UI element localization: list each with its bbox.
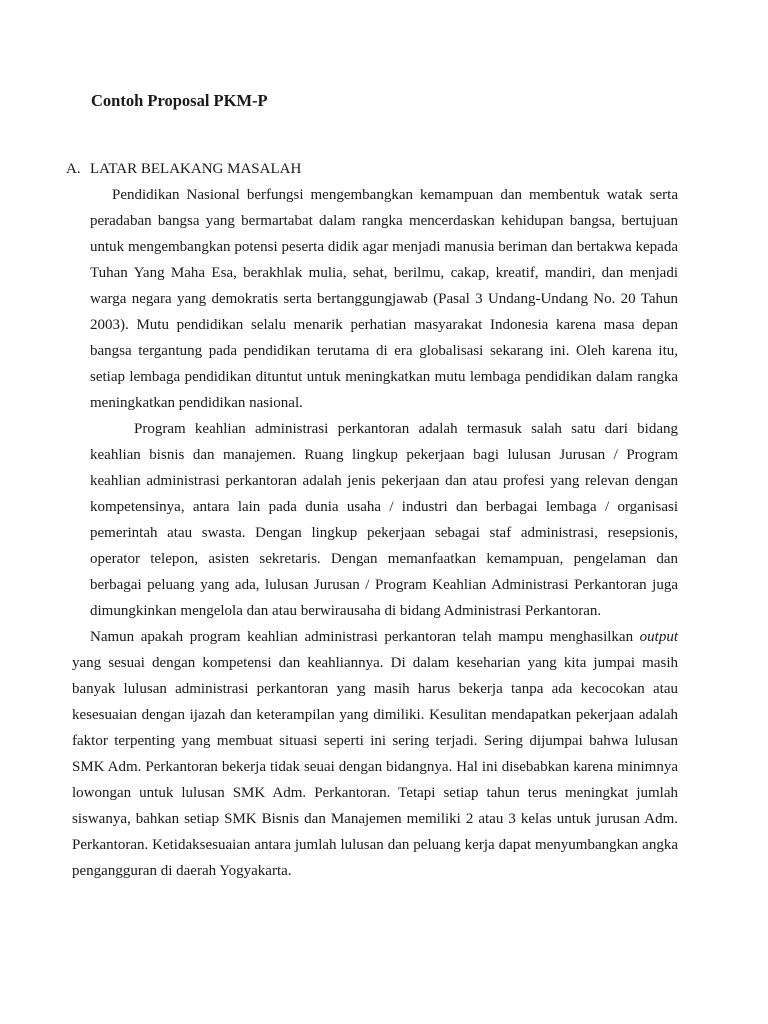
paragraph-3-text-end: yang sesuai dengan kompetensi dan keahliannya. Di dalam keseharian yang kita jumpai masih banyak lulusan administrasi perkantoran yang masih harus bekerja tanpa ada kecocokan atau kesesuaian dengan ijazah dan keterampilan yang dimiliki. Kesulitan mendapatkan pekerjaan adalah faktor terpenting yang membuat situasi seperti ini sering terjadi. Sering dijumpai bahwa lulusan SMK Adm. Perkantoran bekerja tidak seuai dengan bidangnya. Hal ini disebabkan karena minimnya lowongan untuk lulusan SMK Adm. Perkantoran. Tetapi setiap tahun terus meningkat jumlah siswanya, bahkan setiap SMK Bisnis dan Manajemen memiliki 2 atau 3 kelas untuk jurusan Adm. Perkantoran. Ketidaksesuaian antara jumlah lulusan dan peluang kerja dapat menyumbangkan angka pengangguran di daerah Yogyakarta. — [72, 655, 678, 879]
paragraph-2: Program keahlian administrasi perkantoran adalah termasuk salah satu dari bidang keahlian bisnis dan manajemen. Ruang lingkup pekerjaan bagi lulusan Jurusan / Program keahlian administrasi perkantoran adalah jenis pekerjaan dan atau profesi yang relevan dengan kompetensinya, antara lain pada dunia usaha / industri dan berbagai lembaga / organisasi pemerintah atau swasta. Dengan lingkup pekerjaan sebagai staf administrasi, resepsionis, operator telepon, asisten sekretaris. Dengan memanfaatkan kemampuan, pengelaman dan berbagai peluang yang ada, lulusan Jurusan / Program Keahlian Administrasi Perkantoran juga dimungkinkan mengelola dan atau berwirausaha di bidang Administrasi Perkantoran. — [90, 421, 678, 619]
paragraph-1: Pendidikan Nasional berfungsi mengembangkan kemampuan dan membentuk watak serta peradaban bangsa yang bermartabat dalam rangka mencerdaskan kehidupan bangsa, bertujuan untuk mengembangkan potensi peserta didik agar menjadi manusia beriman dan bertakwa kepada Tuhan Yang Maha Esa, berakhlak mulia, sehat, berilmu, cakap, kreatif, mandiri, dan menjadi warga negara yang demokratis serta bertanggungjawab (Pasal 3 Undang-Undang No. 20 Tahun 2003). Mutu pendidikan selalu menarik perhatian masyarakat Indonesia karena masa depan bangsa tergantung pada pendidikan terutama di era globalisasi sekarang ini. Oleh karena itu, setiap lembaga pendidikan dituntut untuk meningkatkan mutu lembaga pendidikan dalam rangka meningkatkan pendidikan nasional. — [90, 187, 678, 411]
paragraph-3-italic-term: output — [639, 629, 678, 645]
section-heading-text: LATAR BELAKANG MASALAH — [90, 161, 302, 177]
document-body — [72, 182, 678, 884]
section-letter: A. — [66, 161, 81, 177]
document-title: Contoh Proposal PKM-P — [91, 91, 268, 110]
section-heading — [66, 158, 301, 180]
paragraph-3-text-start: Namun apakah program keahlian administrasi perkantoran telah mampu menghasilkan — [90, 629, 640, 645]
paragraph-3 — [72, 624, 678, 884]
